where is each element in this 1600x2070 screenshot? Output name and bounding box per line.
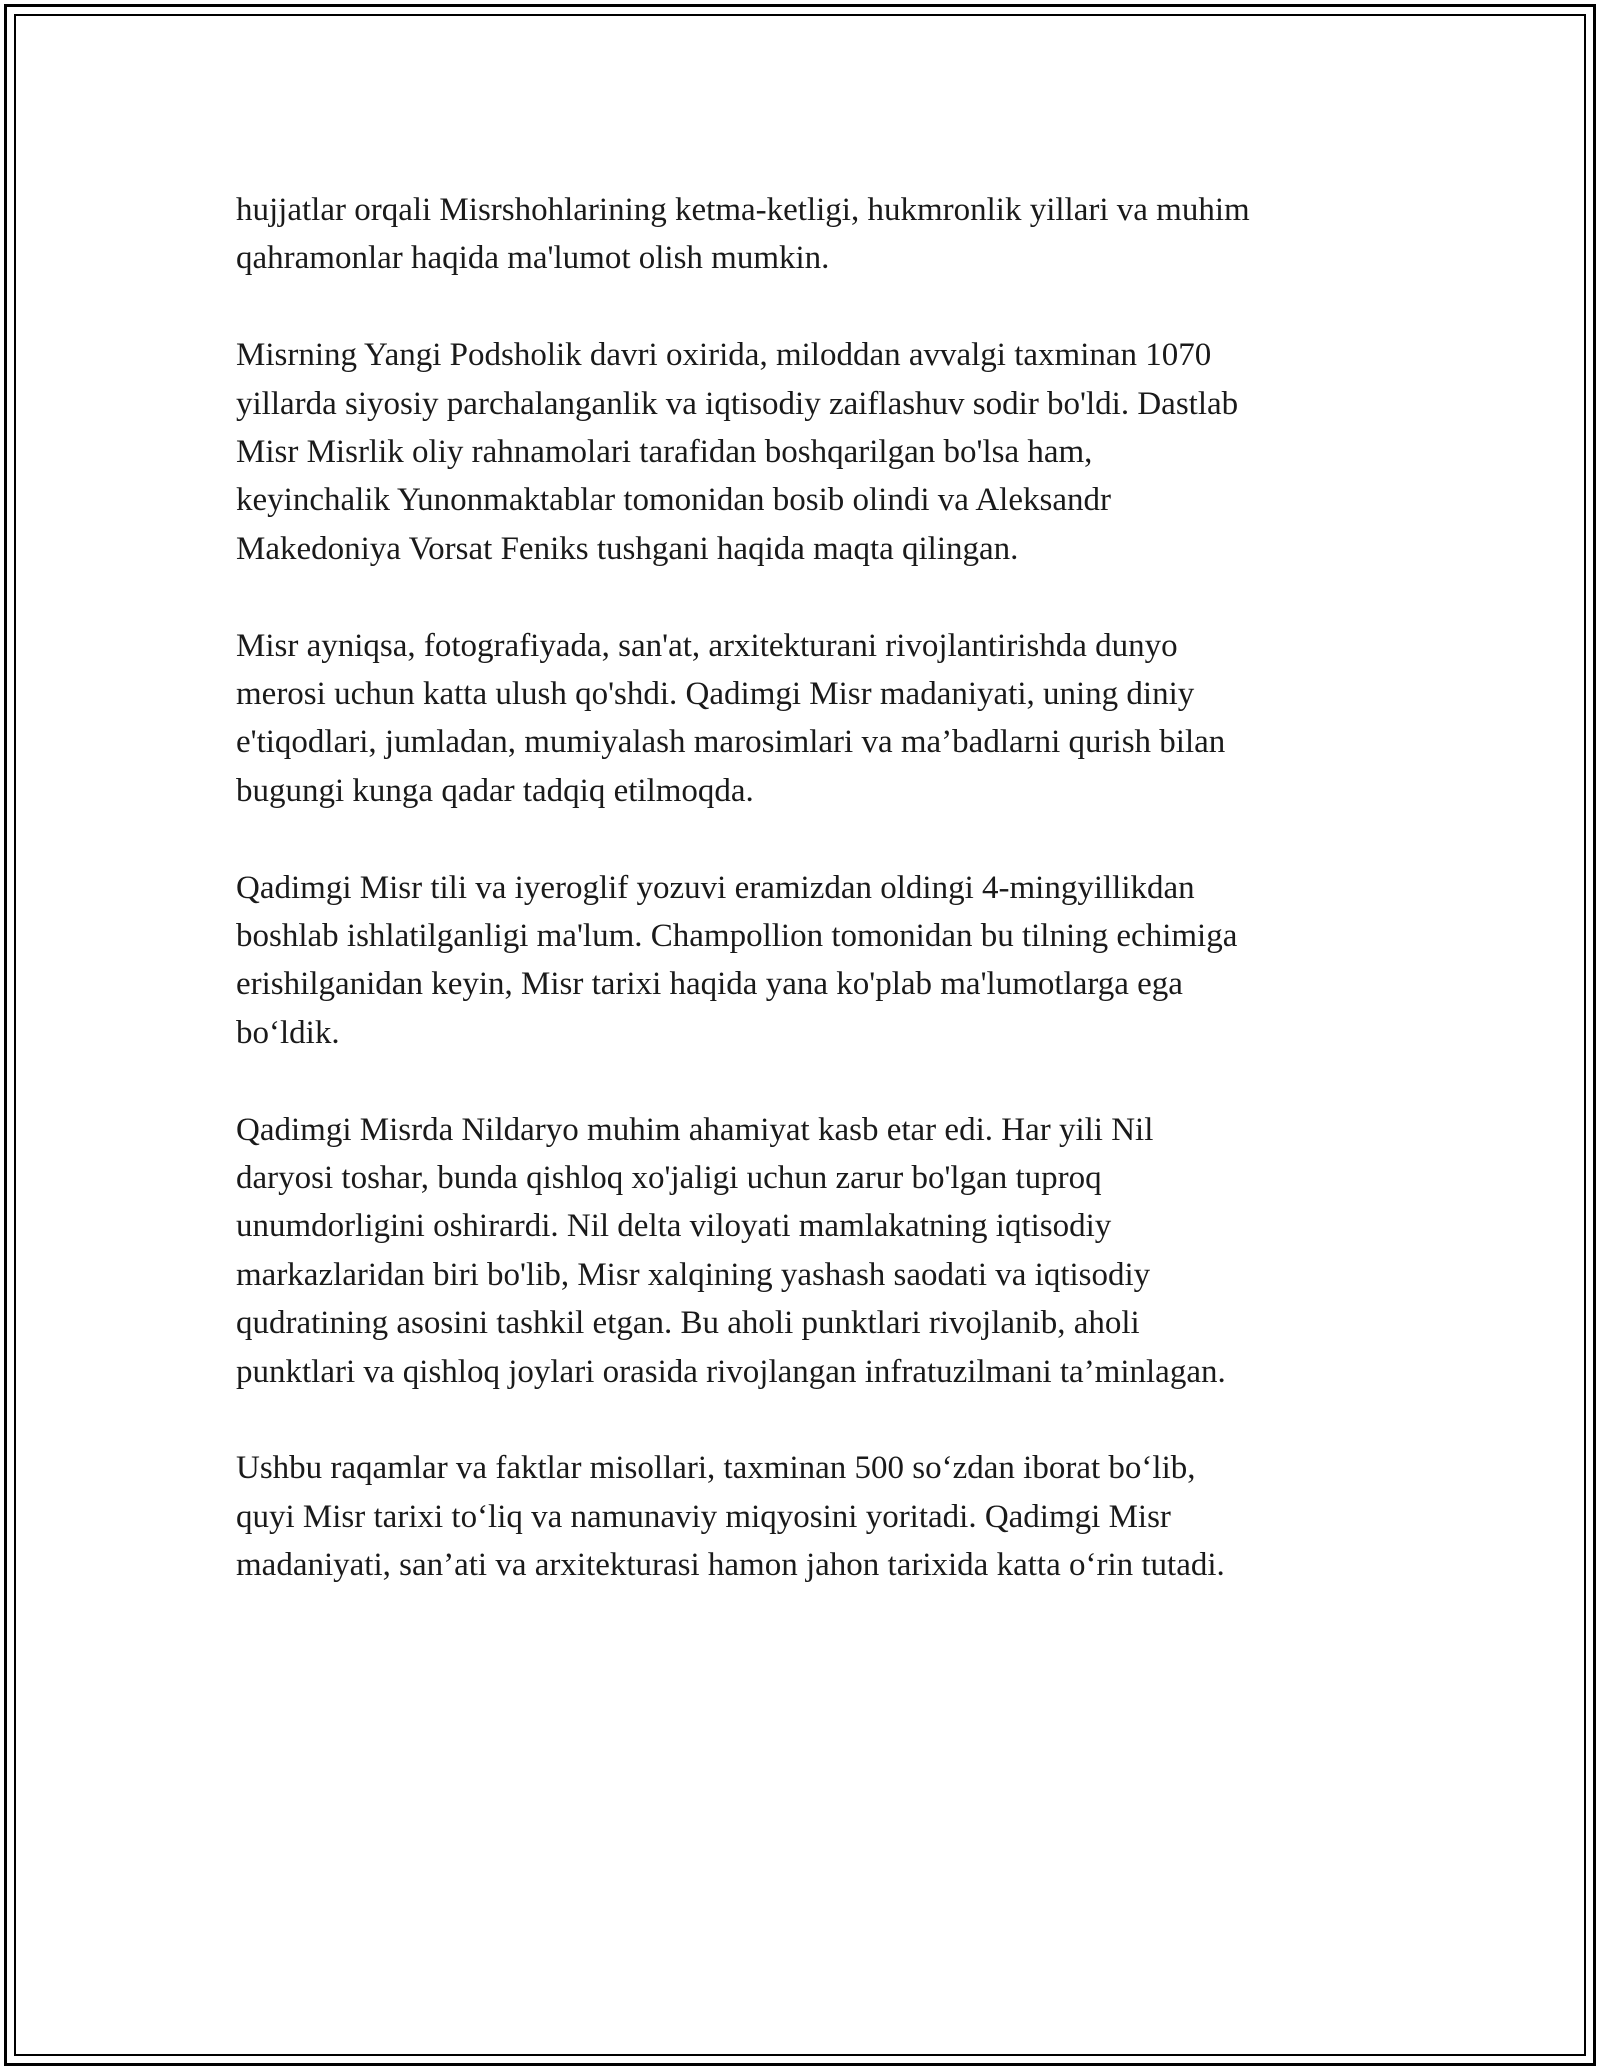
- text-line: yillarda siyosiy parchalanganlik va iqtisodiy zaiflashuv sodir bo'ldi. Dastlab: [236, 385, 1239, 422]
- text-line: keyinchalik Yunonmaktablar tomonidan bosib olindi va Aleksandr: [236, 482, 1111, 519]
- text-line: boshlab ishlatilganligi ma'lum. Champollion tomonidan bu tilning echimiga: [236, 918, 1238, 955]
- text-line: Misrning Yangi Podsholik davri oxirida, miloddan avvalgi taxminan 1070: [236, 337, 1212, 374]
- text-line: punktlari va qishloq joylari orasida rivojlangan infratuzilmani ta’minlagan.: [236, 1353, 1226, 1390]
- text-line: Makedoniya Vorsat Feniks tushgani haqida maqta qilingan.: [236, 530, 1019, 567]
- paragraph: [236, 186, 1366, 283]
- text-line: madaniyati, san’ati va arxitekturasi hamon jahon tarixida katta o‘rin tutadi.: [236, 1547, 1225, 1584]
- paragraph: [236, 622, 1366, 816]
- text-line: Ushbu raqamlar va faktlar misollari, taxminan 500 so‘zdan iborat bo‘lib,: [236, 1450, 1196, 1487]
- paragraph: [236, 331, 1366, 573]
- paragraph: [236, 1106, 1366, 1396]
- text-line: markazlaridan biri bo'lib, Misr xalqining yashash saodati va iqtisodiy: [236, 1256, 1151, 1293]
- document-body: [236, 186, 1366, 1590]
- text-line: Misr ayniqsa, fotografiyada, san'at, arxitekturani rivojlantirishda dunyo: [236, 627, 1178, 664]
- text-line: unumdorligini oshirardi. Nil delta viloyati mamlakatning iqtisodiy: [236, 1208, 1112, 1245]
- text-line: erishilganidan keyin, Misr tarixi haqida yana ko'plab ma'lumotlarga ega: [236, 966, 1183, 1003]
- text-line: hujjatlar orqali Misrshohlarining ketma-ketligi, hukmronlik yillari va muhim: [236, 192, 1250, 228]
- text-line: bugungi kunga qadar tadqiq etilmoqda.: [236, 772, 754, 809]
- text-line: Qadimgi Misr tili va iyeroglif yozuvi eramizdan oldingi 4-mingyillikdan: [236, 869, 1195, 906]
- text-line: e'tiqodlari, jumladan, mumiyalash marosimlari va ma’badlarni qurish bilan: [236, 724, 1226, 761]
- text-line: qudratining asosini tashkil etgan. Bu aholi punktlari rivojlanib, aholi: [236, 1305, 1140, 1342]
- paragraph: [236, 1444, 1366, 1589]
- text-line: Misr Misrlik oliy rahnamolari tarafidan boshqarilgan bo'lsa ham,: [236, 434, 1093, 471]
- text-line: Qadimgi Misrda Nildaryo muhim ahamiyat kasb etar edi. Har yili Nil: [236, 1111, 1154, 1148]
- text-line: bo‘ldik.: [236, 1014, 340, 1051]
- text-line: qahramonlar haqida ma'lumot olish mumkin.: [236, 240, 830, 277]
- text-line: daryosi toshar, bunda qishloq xo'jaligi uchun zarur bo'lgan tuproq: [236, 1160, 1102, 1197]
- paragraph: [236, 864, 1366, 1058]
- text-line: quyi Misr tarixi to‘liq va namunaviy miqyosini yoritadi. Qadimgi Misr: [236, 1498, 1171, 1535]
- text-line: merosi uchun katta ulush qo'shdi. Qadimgi Misr madaniyati, uning diniy: [236, 676, 1195, 713]
